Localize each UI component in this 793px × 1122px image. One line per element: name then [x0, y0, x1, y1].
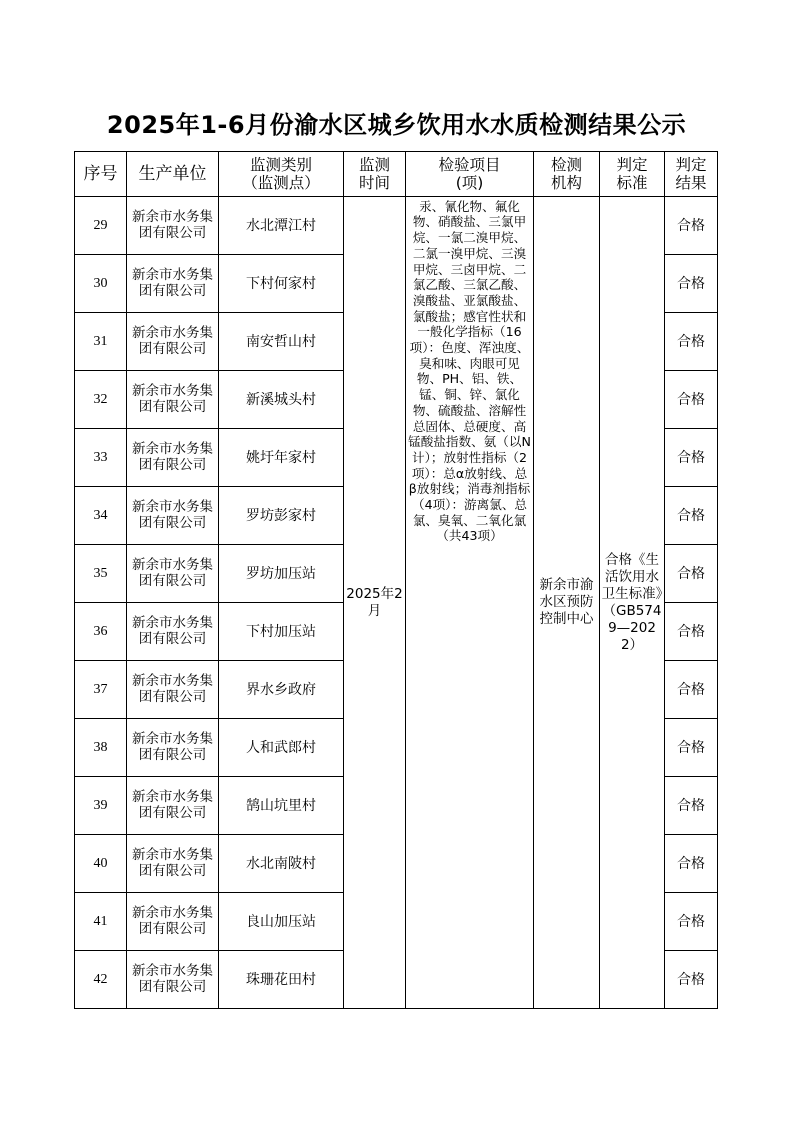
unit-cell: 新余市水务集团有限公司	[127, 835, 219, 893]
header-seq: 序号	[75, 152, 127, 197]
result-cell: 合格	[665, 719, 718, 777]
seq-cell: 30	[75, 255, 127, 313]
testing-org-cell: 新余市渝水区预防控制中心	[534, 197, 600, 1009]
unit-cell: 新余市水务集团有限公司	[127, 893, 219, 951]
header-items: 检验项目 (项)	[406, 152, 534, 197]
monitoring-point-cell: 水北南陂村	[219, 835, 344, 893]
result-cell: 合格	[665, 313, 718, 371]
seq-cell: 40	[75, 835, 127, 893]
seq-cell: 42	[75, 951, 127, 1009]
result-cell: 合格	[665, 661, 718, 719]
seq-cell: 29	[75, 197, 127, 255]
seq-cell: 39	[75, 777, 127, 835]
header-unit: 生产单位	[127, 152, 219, 197]
test-items-wrapper	[406, 197, 533, 1007]
seq-cell: 38	[75, 719, 127, 777]
monitoring-point-cell: 罗坊彭家村	[219, 487, 344, 545]
monitoring-point-cell: 新溪城头村	[219, 371, 344, 429]
result-cell: 合格	[665, 777, 718, 835]
result-cell: 合格	[665, 255, 718, 313]
unit-cell: 新余市水务集团有限公司	[127, 719, 219, 777]
unit-cell: 新余市水务集团有限公司	[127, 661, 219, 719]
result-cell: 合格	[665, 893, 718, 951]
result-cell: 合格	[665, 487, 718, 545]
unit-cell: 新余市水务集团有限公司	[127, 545, 219, 603]
monitoring-point-cell: 姚圩年家村	[219, 429, 344, 487]
seq-cell: 36	[75, 603, 127, 661]
seq-cell: 35	[75, 545, 127, 603]
standard-cell: 合格《生活饮用水卫生标准》（GB5749—2022）	[600, 197, 665, 1009]
monitoring-point-cell: 良山加压站	[219, 893, 344, 951]
unit-cell: 新余市水务集团有限公司	[127, 777, 219, 835]
header-standard: 判定 标准	[600, 152, 665, 197]
result-cell: 合格	[665, 371, 718, 429]
seq-cell: 34	[75, 487, 127, 545]
seq-cell: 32	[75, 371, 127, 429]
header-time: 监测 时间	[344, 152, 406, 197]
monitoring-point-cell: 罗坊加压站	[219, 545, 344, 603]
results-table	[74, 151, 718, 1009]
test-items-cell	[406, 197, 534, 1009]
seq-cell: 41	[75, 893, 127, 951]
monitoring-point-cell: 珠珊花田村	[219, 951, 344, 1009]
unit-cell: 新余市水务集团有限公司	[127, 255, 219, 313]
seq-cell: 31	[75, 313, 127, 371]
seq-cell: 37	[75, 661, 127, 719]
monitoring-point-cell: 界水乡政府	[219, 661, 344, 719]
monitoring-point-cell: 水北潭江村	[219, 197, 344, 255]
result-cell: 合格	[665, 197, 718, 255]
monitoring-time-cell: 2025年2月	[344, 197, 406, 1009]
unit-cell: 新余市水务集团有限公司	[127, 313, 219, 371]
result-cell: 合格	[665, 603, 718, 661]
monitoring-point-cell: 人和武郎村	[219, 719, 344, 777]
page-title: 2025年1-6月份渝水区城乡饮用水水质检测结果公示	[106, 111, 687, 139]
result-cell: 合格	[665, 835, 718, 893]
monitoring-point-cell: 下村何家村	[219, 255, 344, 313]
monitoring-point-cell: 鹄山坑里村	[219, 777, 344, 835]
unit-cell: 新余市水务集团有限公司	[127, 951, 219, 1009]
header-org: 检测 机构	[534, 152, 600, 197]
result-cell: 合格	[665, 429, 718, 487]
test-items-text: 汞、氰化物、氟化物、硝酸盐、三氯甲烷、一氯二溴甲烷、二氯一溴甲烷、三溴甲烷、三卤甲烷、二氯乙酸、三氯乙酸、溴酸盐、亚氯酸盐、氯酸盐；感官性状和一般化学指标（16项）：色度、浑浊度、臭和味、肉眼可见物、PH、铝、铁、锰、铜、锌、氯化物、硫酸盐、溶解性总固体、总硬度、高锰酸盐指数、氨（以N计）；放射性指标（2项）：总α放射线、总β放射线；消毒剂指标（4项）：游离氯、总氯、臭氧、二氧化氯（共43项）	[408, 198, 531, 544]
unit-cell: 新余市水务集团有限公司	[127, 487, 219, 545]
table-row	[75, 197, 718, 255]
result-cell: 合格	[665, 951, 718, 1009]
header-row	[75, 152, 718, 197]
header-category: 监测类别 （监测点）	[219, 152, 344, 197]
header-result: 判定 结果	[665, 152, 718, 197]
unit-cell: 新余市水务集团有限公司	[127, 603, 219, 661]
unit-cell: 新余市水务集团有限公司	[127, 197, 219, 255]
monitoring-point-cell: 南安哲山村	[219, 313, 344, 371]
unit-cell: 新余市水务集团有限公司	[127, 371, 219, 429]
monitoring-point-cell: 下村加压站	[219, 603, 344, 661]
seq-cell: 33	[75, 429, 127, 487]
result-cell: 合格	[665, 545, 718, 603]
unit-cell: 新余市水务集团有限公司	[127, 429, 219, 487]
